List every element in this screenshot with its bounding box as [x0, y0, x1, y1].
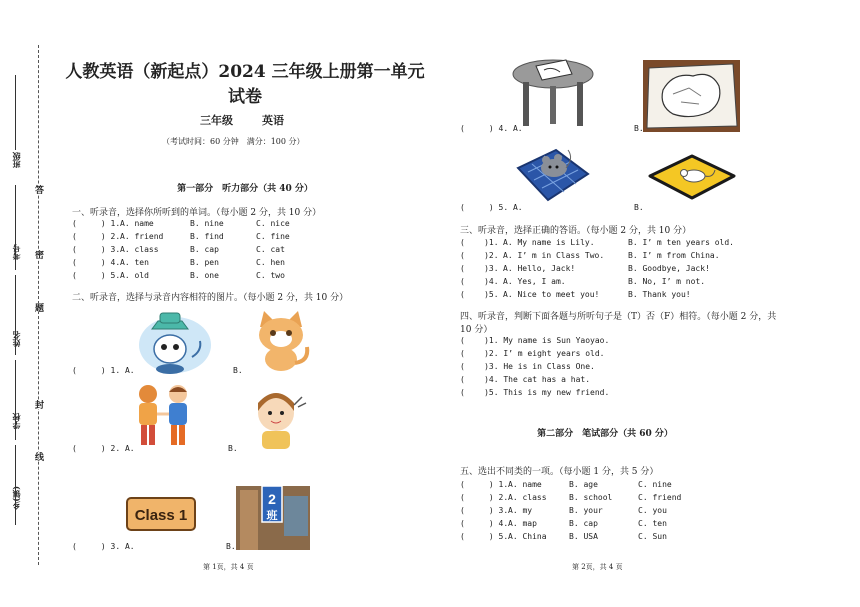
- subject-label: 英语: [262, 114, 284, 127]
- s2-q1-label[interactable]: ( ) 1. A.: [72, 366, 135, 375]
- township-underline: [15, 445, 16, 525]
- s2-q2-label[interactable]: ( ) 2. A.: [72, 444, 135, 453]
- option-a: A. ten: [120, 258, 149, 267]
- answer-paren[interactable]: ( ) 4.: [460, 519, 509, 528]
- s2-q5-label[interactable]: ( ) 5. A.: [460, 203, 523, 212]
- s2-q3-label[interactable]: ( ) 3. A.: [72, 542, 135, 551]
- s2-q2-option-b: B.: [228, 444, 238, 453]
- answer-paren[interactable]: ( )4.: [460, 277, 499, 286]
- section4-heading-line1: 四、听录音，判断下面各题与所听句子是（T）否（F）相符。（每小题 2 分，共: [460, 312, 777, 322]
- option-b: B. cap: [190, 245, 219, 254]
- option-b: B. Goodbye, Jack!: [628, 264, 710, 273]
- label-name: 姓名: [11, 331, 21, 347]
- option-b: B. No, I’ m not.: [628, 277, 706, 286]
- option-b: B. one: [190, 271, 219, 280]
- section4-item[interactable]: ( )5. This is my new friend.: [460, 388, 610, 397]
- seal-char-answer: 答: [33, 185, 43, 194]
- s2-q1-option-b: B.: [233, 366, 243, 375]
- option-a: A. class: [508, 493, 547, 502]
- option-a: A. name: [120, 219, 154, 228]
- waving-girl-picture: [242, 385, 316, 450]
- section5-heading: 五、选出不同类的一项。（每小题 1 分，共 5 分）: [460, 467, 659, 477]
- china-map-picture: [643, 60, 740, 132]
- answer-paren[interactable]: ( ) 2.: [460, 493, 509, 502]
- part2-title: 第二部分 笔试部分（共 60 分）: [537, 429, 673, 439]
- cat-picture: [246, 305, 316, 373]
- option-c: C. you: [638, 506, 667, 515]
- page-number-1: 第 1页，共 4 页: [203, 563, 254, 571]
- door-sign-number: 2: [268, 491, 276, 507]
- label-school: 学校: [11, 413, 21, 429]
- door-sign-text: 班: [266, 509, 278, 522]
- answer-paren[interactable]: ( ) 1.: [72, 219, 121, 228]
- section4-heading-line2: 10 分）: [460, 325, 493, 335]
- section4-item[interactable]: ( )2. I’ m eight years old.: [460, 349, 605, 358]
- grade-label: 三年级: [200, 114, 233, 127]
- seal-char-secret: 密: [33, 250, 43, 259]
- answer-paren[interactable]: ( ) 5.: [460, 532, 509, 541]
- class-underline: [15, 75, 16, 150]
- option-a: A. old: [120, 271, 149, 280]
- school-underline: [15, 360, 16, 440]
- option-b: B. age: [569, 480, 598, 489]
- option-b: B. nine: [190, 219, 224, 228]
- section4-item[interactable]: ( )3. He is in Class One.: [460, 362, 595, 371]
- exam-title-line1: 人教英语（新起点）2024 三年级上册第一单元: [65, 62, 425, 82]
- answer-paren[interactable]: ( ) 3.: [72, 245, 121, 254]
- section2-heading: 二、听录音，选择与录音内容相符的图片。（每小题 2 分，共 10 分）: [72, 293, 349, 303]
- s2-q4-option-b: B.: [634, 124, 644, 133]
- exam-number-underline: [15, 185, 16, 270]
- label-township: 乡(镇): [11, 486, 21, 510]
- seal-char-seal: 封: [33, 400, 43, 409]
- answer-paren[interactable]: ( )1.: [460, 238, 499, 247]
- option-a: A. my: [508, 506, 533, 515]
- section4-item[interactable]: ( )4. The cat has a hat.: [460, 375, 591, 384]
- option-b: B. school: [569, 493, 613, 502]
- section3-heading: 三、听录音，选择正确的答语。（每小题 2 分，共 10 分）: [460, 226, 692, 236]
- exam-title-line2: 试卷: [228, 87, 262, 107]
- mouse-on-yellow-pad-picture: [646, 152, 738, 202]
- option-a: A. Nice to meet you!: [503, 290, 600, 299]
- answer-paren[interactable]: ( ) 5.: [72, 271, 121, 280]
- option-b: B. USA: [569, 532, 598, 541]
- option-b: B. I’ m ten years old.: [628, 238, 734, 247]
- part1-title: 第一部分 听力部分（共 40 分）: [177, 184, 313, 194]
- two-friends-picture: [128, 380, 200, 450]
- option-a: A. Hello, Jack!: [503, 264, 576, 273]
- section1-heading: 一、听录音，选择你所听到的单词。（每小题 2 分，共 10 分）: [72, 208, 322, 218]
- answer-paren[interactable]: ( ) 3.: [460, 506, 509, 515]
- label-exam-number: 考号: [11, 244, 21, 260]
- binding-margin: [0, 0, 60, 607]
- option-c: C. ten: [638, 519, 667, 528]
- answer-paren[interactable]: ( ) 2.: [72, 232, 121, 241]
- option-c: C. two: [256, 271, 285, 280]
- option-a: A. name: [508, 480, 542, 489]
- answer-paren[interactable]: ( ) 1.: [460, 480, 509, 489]
- class-one-sign-picture: [125, 492, 197, 538]
- option-b: B. I’ m from China.: [628, 251, 720, 260]
- option-b: B. Thank you!: [628, 290, 691, 299]
- s2-q4-label[interactable]: ( ) 4. A.: [460, 124, 523, 133]
- s2-q3-option-b: B.: [226, 542, 236, 551]
- option-a: A. I’ m in Class Two.: [503, 251, 605, 260]
- answer-paren[interactable]: ( )3.: [460, 264, 499, 273]
- option-a: A. map: [508, 519, 537, 528]
- option-a: A. Yes, I am.: [503, 277, 566, 286]
- answer-paren[interactable]: ( ) 4.: [72, 258, 121, 267]
- option-c: C. Sun: [638, 532, 667, 541]
- option-c: C. friend: [638, 493, 682, 502]
- option-a: A. My name is Lily.: [503, 238, 595, 247]
- class-sign-text: Class 1: [134, 507, 188, 524]
- answer-paren[interactable]: ( )5.: [460, 290, 499, 299]
- option-c: C. nice: [256, 219, 290, 228]
- seal-char-question: 题: [33, 303, 43, 312]
- option-a: A. class: [120, 245, 159, 254]
- s2-q5-option-b: B.: [634, 203, 644, 212]
- option-c: C. nine: [638, 480, 672, 489]
- option-a: A. China: [508, 532, 547, 541]
- option-b: B. find: [190, 232, 224, 241]
- option-c: C. hen: [256, 258, 285, 267]
- label-class: 班级: [11, 152, 21, 168]
- class-two-door-picture: [236, 478, 310, 550]
- page-number-2: 第 2页，共 4 页: [572, 563, 623, 571]
- option-b: B. your: [569, 506, 603, 515]
- section4-item[interactable]: ( )1. My name is Sun Yaoyao.: [460, 336, 610, 345]
- option-b: B. pen: [190, 258, 219, 267]
- option-c: C. fine: [256, 232, 290, 241]
- mouse-on-cushion-picture: [512, 140, 592, 206]
- map-on-table-picture: [508, 48, 598, 130]
- option-b: B. cap: [569, 519, 598, 528]
- seal-char-line: 线: [33, 452, 43, 461]
- answer-paren[interactable]: ( )2.: [460, 251, 499, 260]
- option-a: A. friend: [120, 232, 164, 241]
- name-underline: [15, 275, 16, 355]
- option-c: C. cat: [256, 245, 285, 254]
- cat-with-hat-picture: [130, 305, 212, 375]
- exam-info: （考试时间：60 分钟 满分：100 分）: [162, 137, 305, 146]
